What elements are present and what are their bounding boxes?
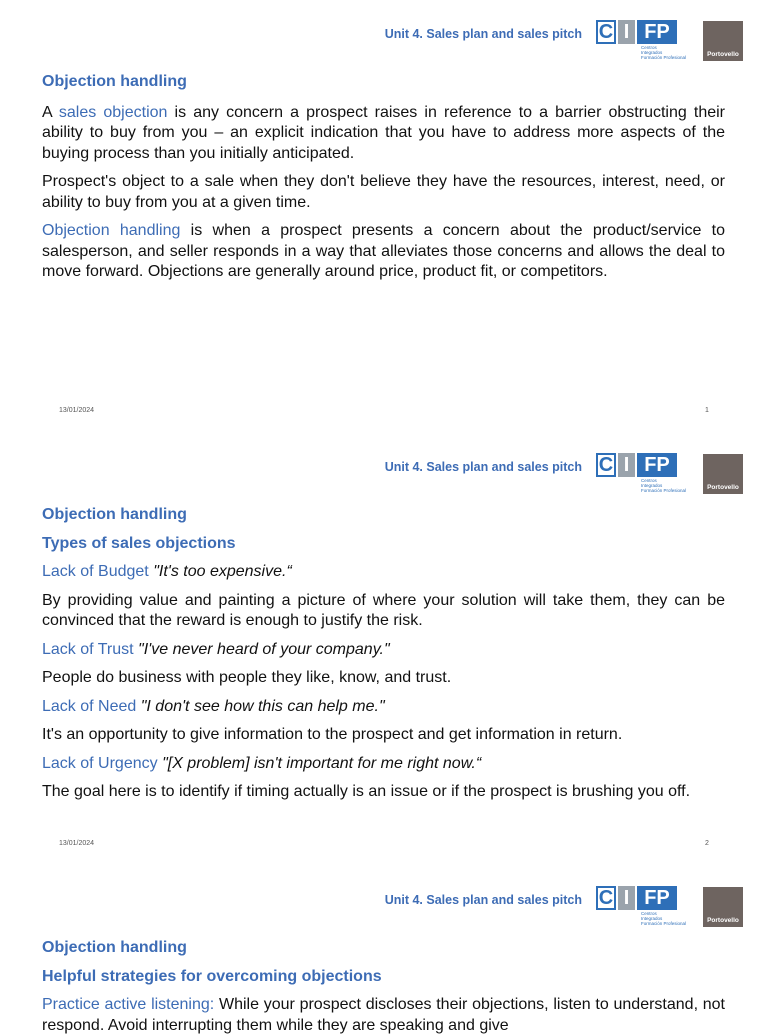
logo-subtitle: Centros Integrados Formación Profesional	[641, 478, 687, 493]
objection-description: It's an opportunity to give information to the prospect and get information in return.	[42, 726, 623, 743]
logo-subtitle: Centros Integrados Formación Profesional	[641, 911, 687, 926]
section-subheading: Types of sales objections	[42, 534, 236, 552]
objection-description: The goal here is to identify if timing actually is an issue or if the prospect is brushing you off.	[42, 783, 691, 800]
logo-letter-i: I	[618, 886, 635, 910]
term-sales-objection: sales objection	[58, 103, 168, 121]
slide-1	[0, 0, 768, 432]
unit-title: Unit 4. Sales plan and sales pitch	[384, 27, 582, 41]
slide-number: 1	[705, 407, 709, 414]
slide-number: 2	[705, 840, 709, 847]
logo-letter-i: I	[618, 20, 635, 44]
term-active-listening: Practice active listening:	[42, 996, 215, 1013]
cifp-logo	[596, 453, 700, 497]
slide-body	[42, 938, 725, 1036]
objection-type: Lack of Budget "It's too expensive.“	[42, 563, 292, 580]
objection-description: People do business with people they like, know, and trust.	[42, 669, 452, 686]
section-heading: Objection handling	[42, 939, 187, 956]
portovello-logo: Portovello	[703, 887, 743, 927]
section-heading: Objection handling	[42, 73, 187, 90]
logo-letter-c: C	[596, 886, 616, 910]
portovello-logo: Portovello	[703, 454, 743, 494]
slide-date: 13/01/2024	[59, 840, 95, 847]
cifp-logo	[596, 886, 700, 930]
paragraph: Objection handling is when a prospect presents a concern about the product/service to salesperson, and seller responds in a way that alleviates those concerns and allows the deal to move forward. Objections are generally around price, product fit, or competitors.	[42, 222, 725, 280]
portovello-logo: Portovello	[703, 21, 743, 61]
section-heading: Objection handling	[42, 506, 187, 523]
objection-description: By providing value and painting a picture of where your solution will take them, they can be convinced that the reward is enough to justify the risk.	[42, 591, 725, 629]
logo-letters-fp: FP	[637, 453, 677, 477]
term-objection-handling: Objection handling	[42, 222, 181, 239]
objection-type: Lack of Urgency "[X problem] isn't important for me right now.“	[42, 754, 482, 772]
slide-date: 13/01/2024	[59, 407, 95, 414]
paragraph: Practice active listening: While your prospect discloses their objections, listen to understand, not respond. Avoid interrupting them while they are speaking and give	[42, 996, 725, 1034]
slide-2	[0, 433, 768, 865]
section-subheading: Helpful strategies for overcoming objections	[42, 967, 382, 985]
objection-type: Lack of Trust "I've never heard of your company."	[42, 640, 390, 658]
cifp-logo	[596, 20, 700, 64]
logo-letters-fp: FP	[637, 886, 677, 910]
paragraph: A sales objection is any concern a prospect raises in reference to a barrier obstructing their ability to buy from you – an explicit indication that you have to address more aspects of the buying process than you initially anticipated.	[42, 103, 726, 162]
slide-3	[0, 866, 768, 1034]
logo-subtitle: Centros Integrados Formación Profesional	[641, 45, 687, 60]
slide-body	[42, 72, 725, 283]
paragraph: Prospect's object to a sale when they don't believe they have the resources, interest, need, or ability to buy from you at a given time.	[42, 173, 725, 211]
logo-letter-c: C	[596, 20, 616, 44]
unit-title: Unit 4. Sales plan and sales pitch	[384, 460, 582, 474]
unit-title: Unit 4. Sales plan and sales pitch	[384, 893, 582, 907]
logo-letter-i: I	[618, 453, 635, 477]
objection-type: Lack of Need "I don't see how this can help me."	[42, 697, 385, 715]
slide-body	[42, 505, 725, 803]
logo-letter-c: C	[596, 453, 616, 477]
logo-letters-fp: FP	[637, 20, 677, 44]
